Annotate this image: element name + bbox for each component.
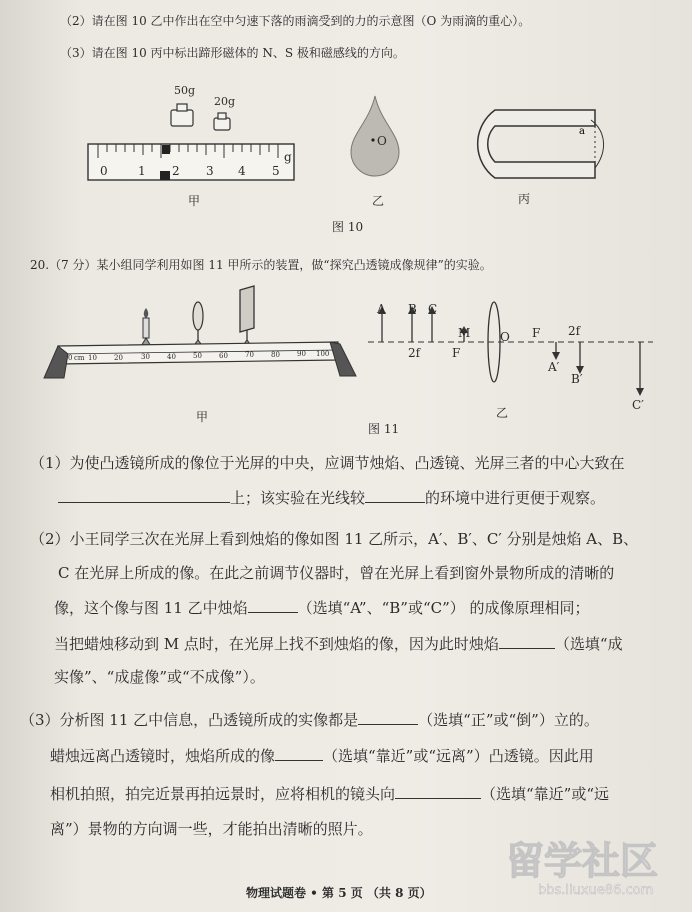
raindrop-icon — [345, 92, 405, 182]
q20-part3-line2-post: （选填“靠近”或“远离”）凸透镜。因此用 — [323, 747, 594, 765]
scale-tick-0: 0 — [100, 164, 108, 178]
bench-tick-100: 100 — [316, 350, 330, 358]
bench-tick-70: 70 — [245, 351, 254, 359]
fig10-caption: 图 10 — [332, 220, 364, 234]
q19-part3: （3）请在图 10 丙中标出蹄形磁体的 N、S 极和磁感线的方向。 — [60, 46, 405, 60]
bench-tick-40: 40 — [167, 353, 176, 361]
q20-part2-line3-post: （选填“A”、“B”或“C”） 的成像原理相同； — [297, 599, 590, 617]
bench-tick-20: 20 — [114, 354, 123, 362]
ray-label-M: M — [458, 326, 471, 340]
q20-part2-line4-pre: 当把蜡烛移动到 M 点时，在光屏上找不到烛焰的像，因为此时烛焰 — [54, 635, 499, 653]
answer-blank-1-2[interactable] — [365, 490, 425, 503]
ray-label-F-right: F — [532, 326, 541, 340]
q20-part2-line5: 实像”、“成虚像”或“不成像”）。 — [54, 668, 265, 686]
ray-label-C: C — [428, 302, 438, 316]
bench-tick-60: 60 — [219, 352, 228, 360]
scale-tick-3: 3 — [206, 164, 214, 178]
q20-part3-line2-pre: 蜡烛远离凸透镜时，烛焰所成的像 — [50, 747, 276, 765]
image-label-A-prime: A′ — [548, 360, 560, 374]
q20-part2-line4-post: （选填“成 — [554, 635, 623, 653]
q20-part1-line2 — [58, 490, 605, 506]
scale-tick-2: 2 — [172, 164, 180, 178]
q20-part3-line3-post: （选填“靠近”或“远 — [481, 785, 610, 803]
q20-part3-line3 — [50, 786, 609, 802]
bench-tick-80: 80 — [271, 351, 280, 359]
scale-tick-4: 4 — [238, 164, 246, 178]
answer-blank-3-2[interactable] — [275, 748, 323, 761]
weight-50g-label: 50g — [174, 84, 196, 97]
q20-part3-line1-post: （选填“正”或“倒”）立的。 — [418, 711, 599, 729]
q20-part2-line3-pre: 像，这个像与图 11 乙中烛焰 — [54, 599, 248, 617]
page-footer: 物理试题卷 • 第 5 页 （共 8 页） — [246, 886, 432, 900]
liuxue86-watermark-logo — [498, 832, 678, 902]
bench-tick-30: 30 — [141, 353, 150, 361]
bench-tick-10: 10 — [88, 354, 97, 362]
bench-tick-50: 50 — [193, 352, 202, 360]
q20-part3-line1-pre: （3）分析图 11 乙中信息，凸透镜所成的实像都是 — [20, 711, 359, 729]
q19-part2: （2）请在图 10 乙中作出在空中匀速下落的雨滴受到的力的示意图（O 为雨滴的重心）。 — [60, 14, 531, 28]
q20-part1-end: 的环境中进行更便于观察。 — [425, 489, 606, 507]
ray-label-A: A — [377, 302, 386, 316]
answer-blank-2-1[interactable] — [248, 600, 298, 613]
scale-tick-1: 1 — [138, 164, 146, 178]
answer-blank-1-1[interactable] — [58, 490, 230, 503]
optical-bench-figure — [40, 282, 360, 382]
q20-part3-line4: 离”）景物的方向调一些，才能拍出清晰的照片。 — [50, 820, 373, 838]
ray-label-2f-right: 2f — [568, 324, 581, 338]
q20-part2-line3 — [54, 600, 590, 616]
q20-part3-line2 — [50, 748, 594, 764]
scale-unit-label: g — [284, 150, 292, 164]
fig11-label-jia: 甲 — [196, 410, 209, 424]
q20-intro: 20.（7 分）某小组同学利用如图 11 甲所示的装置，做“探究凸透镜成像规律”的实验。 — [30, 258, 492, 272]
ray-label-B: B — [408, 302, 417, 316]
q20-part1-mid: 上；该实验在光线较 — [230, 489, 366, 507]
image-label-B-prime: B′ — [571, 372, 583, 386]
fig10-label-yi: 乙 — [372, 194, 385, 208]
bench-tick-90: 90 — [297, 350, 306, 358]
fig11-caption: 图 11 — [368, 422, 400, 436]
fig10-label-jia: 甲 — [188, 194, 201, 208]
svg-text:bbs.liuxue86.com: bbs.liuxue86.com — [538, 883, 654, 898]
ray-label-2f-left: 2f — [408, 346, 421, 360]
q20-part2-line4 — [54, 636, 623, 652]
answer-blank-3-3[interactable] — [395, 786, 481, 799]
answer-blank-3-1[interactable] — [358, 712, 418, 725]
svg-text:a: a — [579, 126, 585, 137]
horseshoe-magnet-icon — [445, 102, 615, 192]
image-label-C-prime: C′ — [632, 398, 644, 412]
raindrop-center-label: O — [377, 134, 387, 148]
scale-tick-5: 5 — [272, 164, 280, 178]
answer-blank-2-2[interactable] — [499, 636, 555, 649]
weight-50g-icon — [171, 104, 193, 126]
q20-part3-line1 — [20, 712, 599, 728]
svg-text:留学社区: 留学社区 — [506, 839, 659, 883]
weight-20g-label: 20g — [214, 95, 236, 108]
fig10-label-bing: 丙 — [518, 192, 531, 206]
q20-part3-line3-pre: 相机拍照，拍完近景再拍远景时，应将相机的镜头向 — [50, 785, 396, 803]
q20-part1-line1: （1）为使凸透镜所成的像位于光屏的中央，应调节烛焰、凸透镜、光屏三者的中心大致在 — [30, 454, 625, 472]
ray-label-F-left: F — [452, 346, 461, 360]
ray-label-O: O — [500, 330, 510, 344]
q20-part2-line2: C 在光屏上所成的像。在此之前调节仪器时，曾在光屏上看到窗外景物所成的清晰的 — [58, 564, 615, 582]
q20-part2-line1: （2）小王同学三次在光屏上看到烛焰的像如图 11 乙所示，A′、B′、C′ 分别是烛焰 A、B、 — [30, 530, 639, 548]
bench-tick-cm: cm — [74, 354, 85, 362]
fig11-label-yi: 乙 — [496, 406, 509, 420]
bench-tick-0: 0 — [68, 354, 73, 362]
weight-20g-icon — [214, 113, 230, 130]
